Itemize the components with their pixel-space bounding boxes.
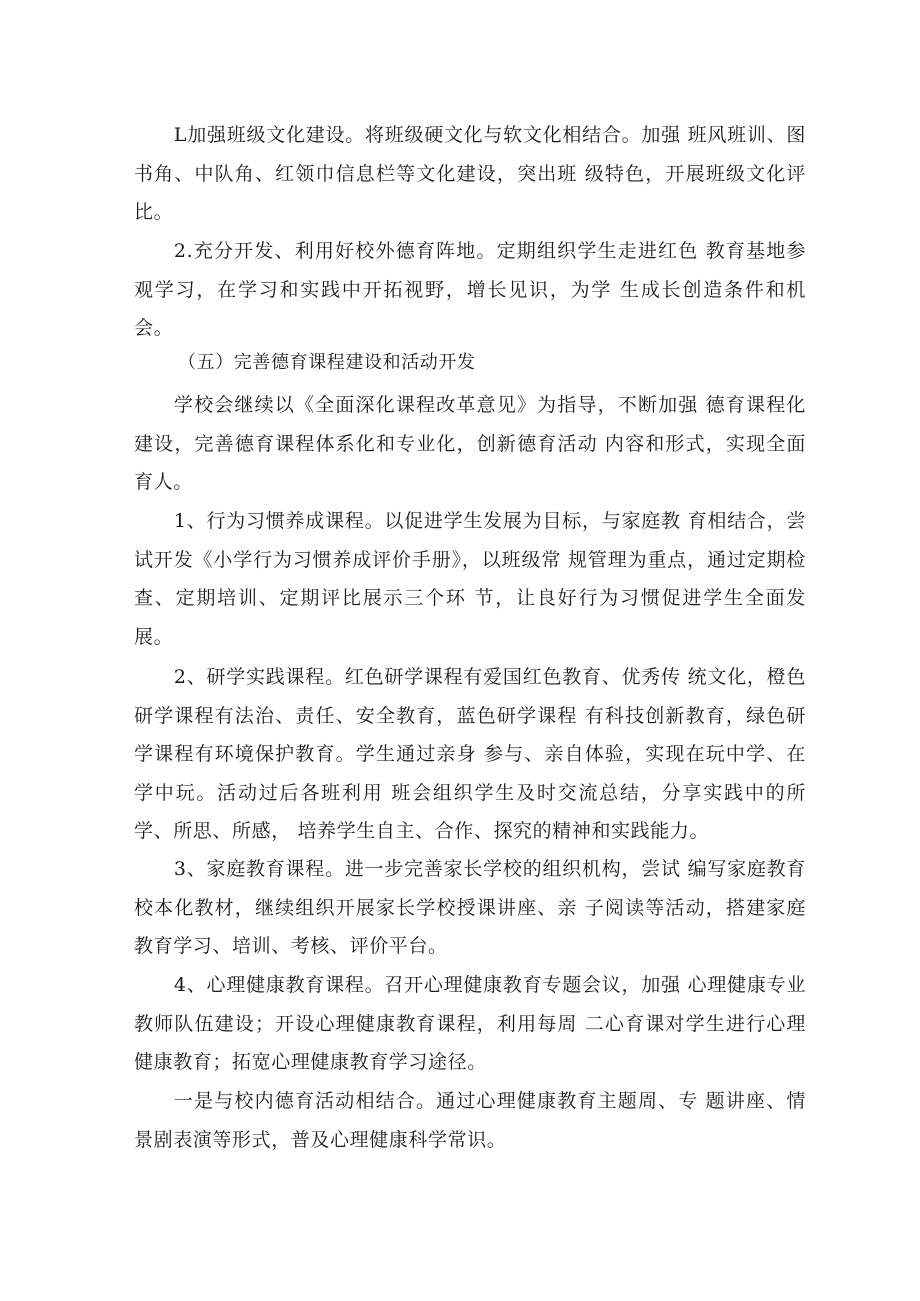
paragraph-mental-health-course: 4、心理健康教育课程。召开心理健康教育专题会议，加强 心理健康专业教师队伍建设；开设心理健康教育课程，利用每周 二心育课对学生进行心理健康教育；拓宽心理健康教育学习途径。 — [134, 974, 806, 1073]
paragraph-school-activity-combination: 一是与校内德育活动相结合。通过心理健康教育主题周、专 题讲座、情景剧表演等形式，普及心理健康科学常识。 — [134, 1090, 806, 1151]
paragraph-offsite-moral-base: 2.充分开发、利用好校外德育阵地。定期组织学生走进红色 教育基地参观学习，在学习和实践中开拓视野，增长见识，为学 生成长创造条件和机会。 — [134, 240, 806, 339]
paragraph-study-practice-course: 2、研学实践课程。红色研学课程有爱国红色教育、优秀传 统文化，橙色研学课程有法治、责任、安全教育，蓝色研学课程 有科技创新教育，绿色研学课程有环境保护教育。学生通过亲身 参与、亲自体验，实现在玩中学、在学中玩。活动过后各班利用 班会组织学生及时交流总结，分享实践中的所学、所思、所感， 培养学生自主、合作、探究的精神和实践能力。 — [134, 666, 806, 842]
paragraph-behavior-habit-course: 1、行为习惯养成课程。以促进学生发展为目标，与家庭教 育相结合，尝试开发《小学行为习惯养成评价手册》，以班级常 规管理为重点，通过定期检查、定期培训、定期评比展示三个环 节，让良好行为习惯促进学生全面发展。 — [134, 510, 806, 648]
paragraph-family-education-course: 3、家庭教育课程。进一步完善家长学校的组织机构，尝试 编写家庭教育校本化教材，继续组织开展家长学校授课讲座、亲 子阅读等活动，搭建家庭教育学习、培训、考核、评价平台。 — [134, 858, 806, 957]
paragraph-class-culture: L加强班级文化建设。将班级硬文化与软文化相结合。加强 班风班训、图书角、中队角、红领巾信息栏等文化建设，突出班 级特色，开展班级文化评比。 — [134, 124, 806, 223]
paragraph-course-intro: 学校会继续以《全面深化课程改革意见》为指导，不断加强 德育课程化建设，完善德育课程体系化和专业化，创新德育活动 内容和形式，实现全面育人。 — [134, 394, 806, 493]
section-heading: （五）完善德育课程建设和活动开发 — [178, 352, 476, 373]
